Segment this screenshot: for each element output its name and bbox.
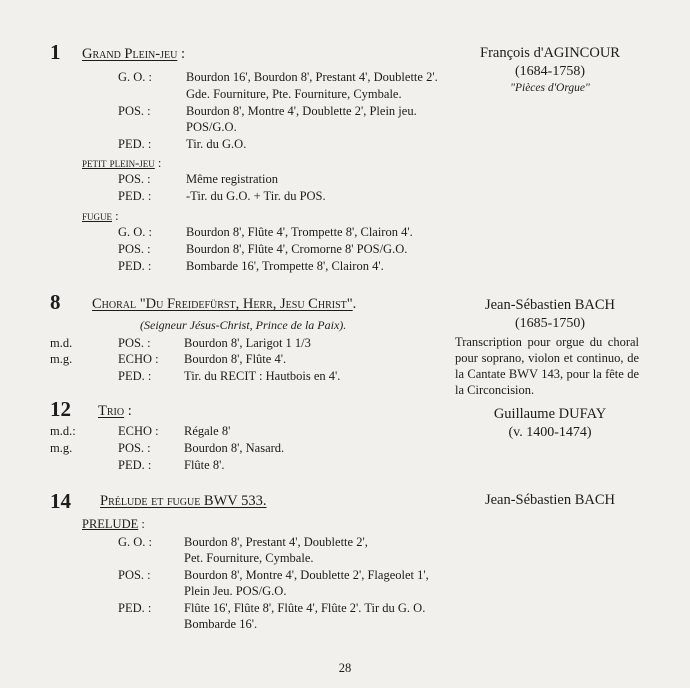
composer-name: Jean-Sébastien BACH [484, 297, 616, 313]
registration-line: Bourdon 16', Bourdon 8', Prestant 4', Doublette 2'. [186, 70, 438, 84]
work-note: Transcription pour orgue du choral pour soprano, violon et continuo, de la Cantate BWV 143, pour la fête de la Circoncision. [455, 335, 639, 397]
composer-dates: (1685-1750) [515, 316, 585, 331]
registration-label: PED. : [118, 137, 152, 151]
registration-line: Pet. Fourniture, Cymbale. [184, 551, 314, 565]
registration-line: Tir. du RECIT : Hautbois en 4'. [184, 369, 341, 383]
composer-name: Guillaume DUFAY [493, 406, 607, 422]
registration-label: PED. : [118, 458, 152, 472]
registration-label: PED. : [118, 259, 152, 273]
registration-label: PED. : [118, 189, 152, 203]
registration-line: Bourdon 8', Flûte 4'. [184, 352, 287, 366]
section-heading: fugue : [82, 209, 119, 223]
registration-line: Bourdon 8', Nasard. [184, 441, 285, 455]
track-title: Prélude et fugue BWV 533. [100, 493, 267, 509]
hand-label: m.g. [50, 441, 73, 455]
registration-label: ECHO : [118, 352, 159, 366]
composer-name: Jean-Sébastien BACH [484, 492, 616, 508]
registration-label: ECHO : [118, 424, 159, 438]
registration-label: POS. : [118, 242, 151, 256]
registration-line: Bourdon 8', Larigot 1 1/3 [184, 336, 311, 350]
composer-dates: (1684-1758) [515, 64, 585, 79]
track-title: Trio : [98, 403, 132, 419]
registration-line: Bourdon 8', Montre 4', Doublette 2', Plein jeu. [186, 104, 417, 118]
section-heading: PRELUDE : [82, 517, 145, 531]
registration-label: POS. : [118, 172, 151, 186]
registration-label: POS. : [118, 336, 151, 350]
page-number: 28 [338, 661, 352, 675]
composer-name: François d'AGINCOUR [480, 45, 620, 61]
registration-line: Bombarde 16'. [184, 617, 258, 631]
registration-line: Tir. du G.O. [186, 137, 247, 151]
registration-label: G. O. : [118, 535, 153, 549]
registration-line: Même registration [186, 172, 278, 186]
track-number: 8 [50, 290, 61, 314]
registration-label: G. O. : [118, 70, 153, 84]
track-title: Grand Plein-jeu : [82, 46, 185, 62]
registration-line: POS/G.O. [186, 120, 237, 134]
registration-line: Régale 8' [184, 424, 231, 438]
registration-label: POS. : [118, 104, 151, 118]
hand-label: m.g. [50, 352, 73, 366]
registration-line: Bourdon 8', Flûte 4', Trompette 8', Clairon 4'. [186, 225, 413, 239]
track-number: 14 [50, 489, 71, 513]
registration-line: Bourdon 8', Montre 4', Doublette 2', Flageolet 1', [184, 568, 429, 582]
track-title: Choral "Du Freidefürst, Herr, Jesu Christ". [92, 296, 357, 312]
registration-label: G. O. : [118, 225, 153, 239]
registration-line: Bourdon 8', Prestant 4', Doublette 2', [184, 535, 368, 549]
registration-line: Bombarde 16', Trompette 8', Clairon 4'. [186, 259, 384, 273]
work-source: "Pièces d'Orgue" [510, 82, 590, 94]
hand-label: m.d. [50, 336, 73, 350]
registration-line: Flûte 8'. [184, 458, 225, 472]
registration-line: Bourdon 8', Flûte 4', Cromorne 8' POS/G.O. [186, 242, 408, 256]
registration-label: POS. : [118, 441, 151, 455]
section-heading: petit plein-jeu : [82, 156, 162, 170]
registration-line: Gde. Fourniture, Pte. Fourniture, Cymbale. [186, 87, 402, 101]
hand-label: m.d.: [50, 424, 76, 438]
registration-line: Plein Jeu. POS/G.O. [184, 584, 287, 598]
composer-dates: (v. 1400-1474) [508, 425, 592, 440]
registration-line: -Tir. du G.O. + Tir. du POS. [186, 189, 326, 203]
track-subtitle: (Seigneur Jésus-Christ, Prince de la Paix). [140, 318, 347, 332]
registration-label: POS. : [118, 568, 151, 582]
registration-label: PED. : [118, 369, 152, 383]
track-number: 1 [50, 40, 61, 64]
registration-line: Flûte 16', Flûte 8', Flûte 4', Flûte 2'. Tir du G. O. [184, 601, 426, 615]
track-number: 12 [50, 397, 71, 421]
registration-label: PED. : [118, 601, 152, 615]
